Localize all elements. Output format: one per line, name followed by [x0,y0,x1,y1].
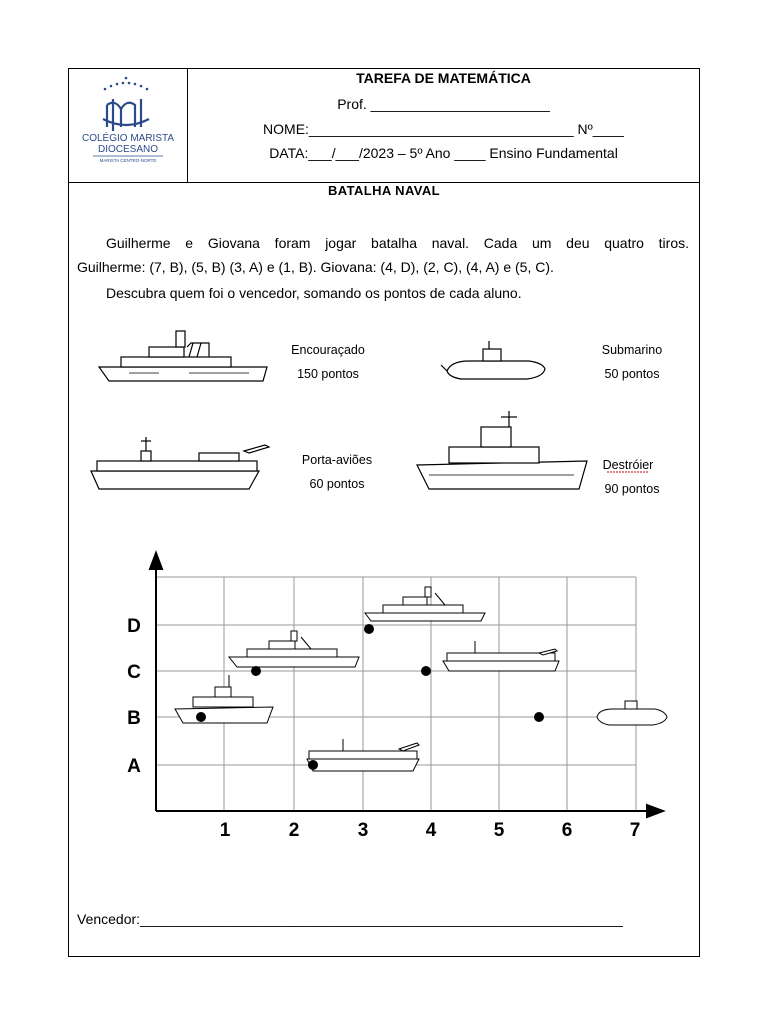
ship-carrier-name: Porta-aviões [301,453,373,467]
x-label-3: 3 [357,820,369,841]
y-label-b: B [127,708,141,729]
school-logo-cell [69,69,188,182]
winner-line: Vencedor:______________________________________________________________ [77,911,623,927]
x-axis-labels [220,820,641,841]
ship-battleship-name: Encouraçado [291,343,365,357]
x-label-6: 6 [561,820,573,841]
shot-marker [308,760,318,770]
shot-marker [196,712,206,722]
ship-legend [69,319,699,509]
ship-submarine-name: Submarino [601,343,663,357]
worksheet [68,68,700,957]
aircraft-carrier-icon [91,437,269,489]
y-label-c: C [127,662,141,683]
battleship-icon [99,331,267,381]
header-text [188,69,699,182]
coordinate-grid [69,549,699,859]
axes [150,553,663,817]
school-name-line2: DIOCESANO [97,144,159,155]
x-label-7: 7 [629,820,641,841]
school-logo [69,69,187,182]
x-label-4: 4 [425,820,437,841]
paragraph-1-line-1: Guilherme e Giovana foram jogar batalha naval. Cada um deu quatro tiros. [106,235,689,251]
header-row [69,69,699,183]
paragraph-1-line-2: Guilherme: (7, B), (5, B) (3, A) e (1, B). Giovana: (4, D), (2, C), (4, A) e (5, C). [77,259,554,275]
worksheet-title: TAREFA DE MATEMÁTICA [356,70,531,86]
name-line: NOME:__________________________________ Nº____ [263,121,624,137]
y-label-d: D [127,616,141,637]
ship-submarine-points: 50 pontos [604,367,660,381]
x-label-1: 1 [219,820,231,841]
destroyer-icon [417,411,587,489]
grid-battleship-icon [365,587,485,621]
ship-battleship-points: 150 pontos [297,367,359,381]
y-label-a: A [127,756,141,777]
ship-destroyer-points: 90 pontos [604,482,660,496]
school-motto: MARISTA CENTRO-NORTE [99,158,157,163]
section-title: BATALHA NAVAL [327,183,441,198]
ship-destroyer-name: Destróier [602,458,654,472]
prof-line: Prof. _______________________ [337,96,550,112]
date-line: DATA:___/___/2023 – 5º Ano ____ Ensino Fundamental [269,145,618,161]
submarine-icon [441,341,545,379]
x-label-5: 5 [493,820,505,841]
shot-marker [364,624,374,634]
x-label-2: 2 [288,820,300,841]
grid-battleship-2-icon [229,631,359,667]
grid-submarine-icon [597,701,667,725]
ship-carrier-points: 60 pontos [309,477,365,491]
shot-marker [251,666,261,676]
grid-carrier-icon [443,641,559,671]
school-name-line1: COLÉGIO MARISTA [81,133,175,144]
shot-marker [534,712,544,722]
y-axis-labels [127,616,141,777]
shot-marker [421,666,431,676]
paragraph-2: Descubra quem foi o vencedor, somando os pontos de cada aluno. [106,285,522,301]
